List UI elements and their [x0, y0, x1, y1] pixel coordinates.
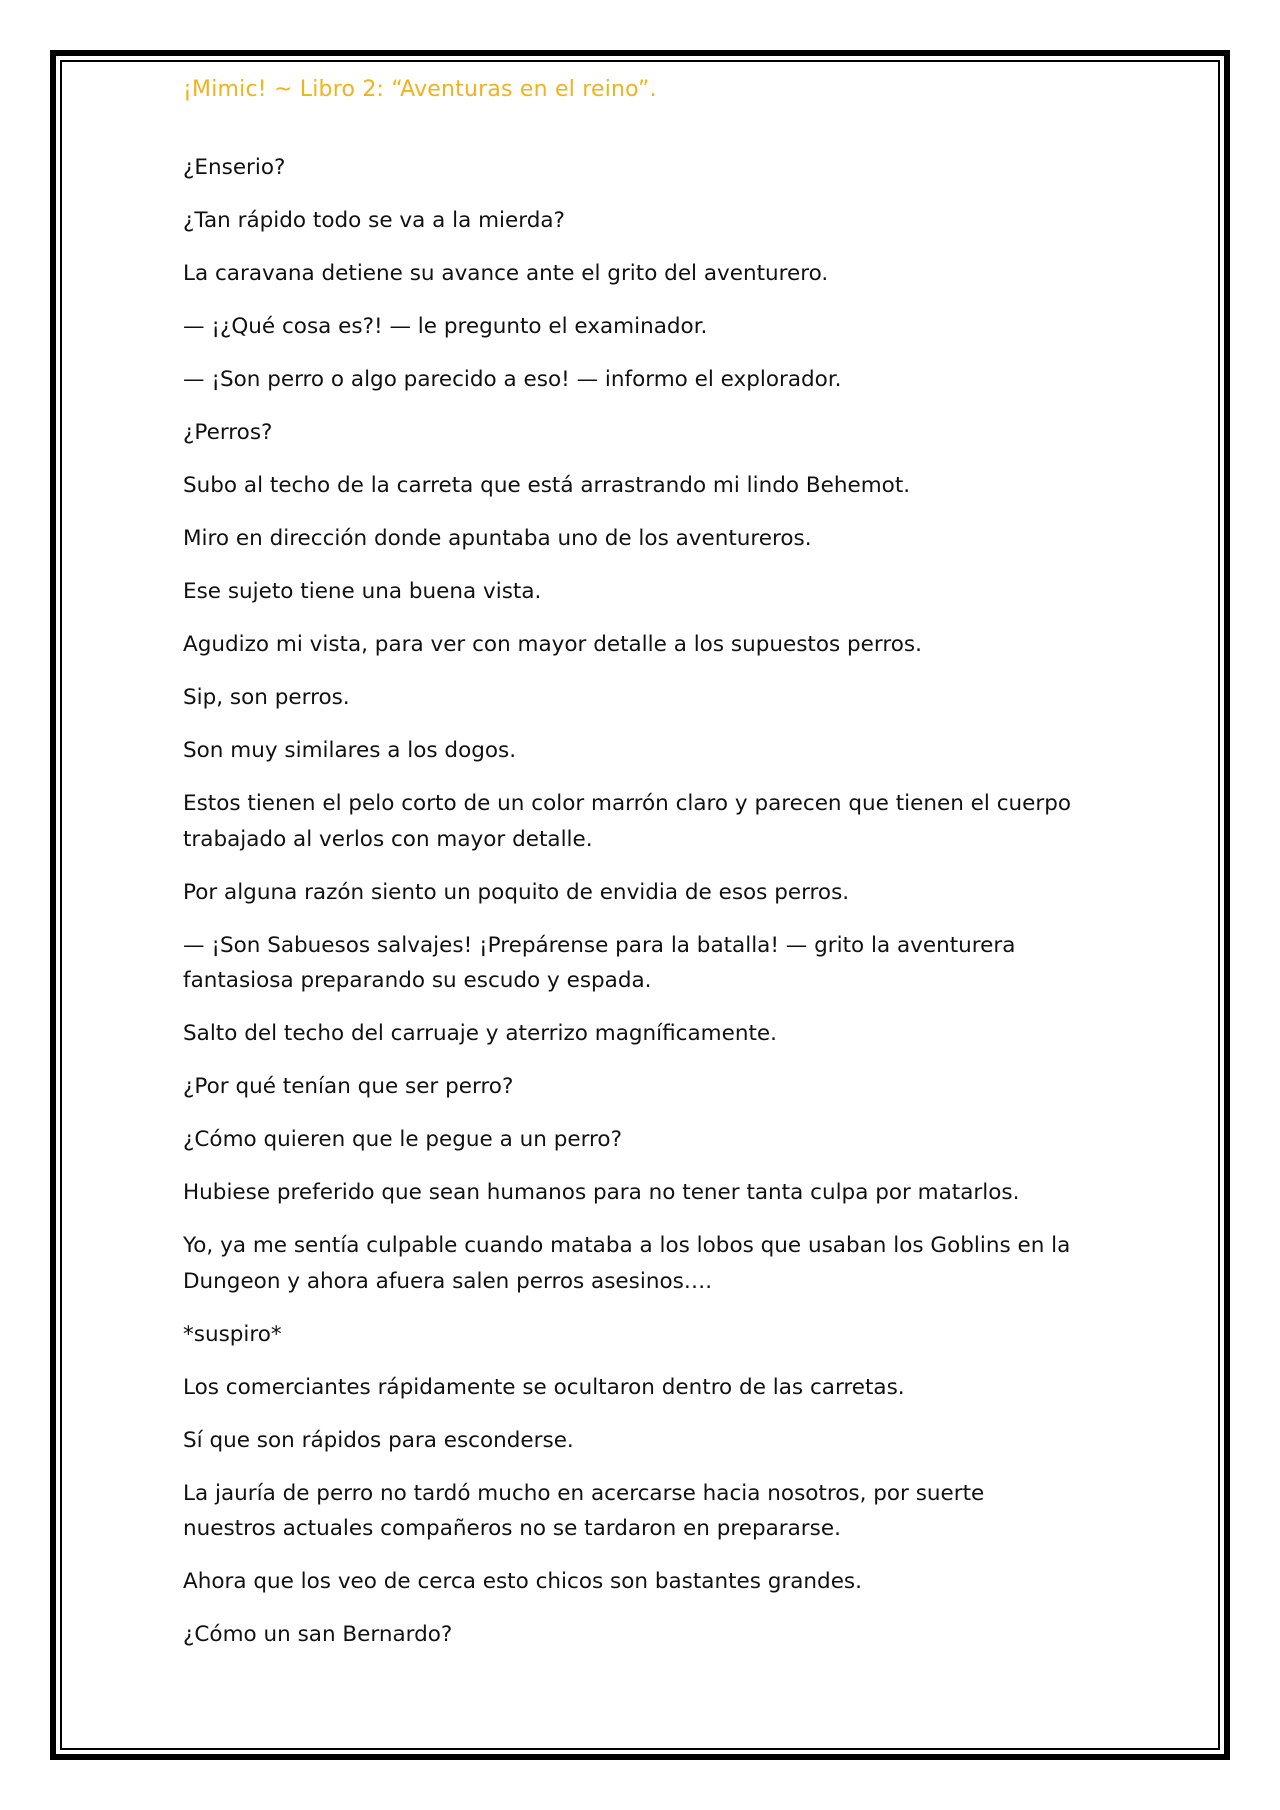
paragraph: Subo al techo de la carreta que está arrastrando mi lindo Behemot.: [183, 473, 911, 498]
paragraph: ¿Cómo quieren que le pegue a un perro?: [183, 1127, 622, 1152]
paragraph: *suspiro*: [183, 1321, 282, 1347]
paragraph: Los comerciantes rápidamente se ocultaron dentro de las carretas.: [183, 1374, 905, 1400]
paragraph: La caravana detiene su avance ante el grito del aventurero.: [183, 261, 829, 286]
paragraph: ¿Enserio?: [183, 155, 286, 180]
page-content: [183, 72, 1083, 1670]
paragraph: Sip, son perros.: [183, 685, 350, 710]
paragraph: La jauría de perro no tardó mucho en acercarse hacia nosotros, por suerte nuestros actuales compañeros no se tardaron en prepararse.: [183, 1480, 985, 1541]
paragraph: ¿Por qué tenían que ser perro?: [183, 1074, 514, 1099]
paragraph: ¿Cómo un san Bernardo?: [183, 1622, 453, 1647]
paragraph: ¿Perros?: [183, 420, 273, 445]
paragraph: Son muy similares a los dogos.: [183, 738, 517, 763]
paragraph: Miro en dirección donde apuntaba uno de los aventureros.: [183, 526, 812, 551]
paragraph: Sí que son rápidos para esconderse.: [183, 1427, 574, 1453]
book-header-title: ¡Mimic! ~ Libro 2: “Aventuras en el reino”.: [183, 77, 657, 102]
paragraph: Agudizo mi vista, para ver con mayor detalle a los supuestos perros.: [183, 632, 922, 657]
paragraph: Ahora que los veo de cerca esto chicos son bastantes grandes.: [183, 1569, 862, 1594]
paragraph: — ¡Son Sabuesos salvajes! ¡Prepárense para la batalla! — grito la aventurera fantasiosa preparando su escudo y espada.: [183, 932, 1016, 993]
paragraph: Yo, ya me sentía culpable cuando mataba a los lobos que usaban los Goblins en la Dungeon y ahora afuera salen perros asesinos….: [183, 1233, 1071, 1294]
paragraph: Ese sujeto tiene una buena vista.: [183, 579, 542, 604]
paragraph: — ¡¿Qué cosa es?! — le pregunto el examinador.: [183, 314, 708, 339]
paragraph: Hubiese preferido que sean humanos para no tener tanta culpa por matarlos.: [183, 1180, 1020, 1205]
paragraph: Salto del techo del carruaje y aterrizo magníficamente.: [183, 1021, 777, 1046]
paragraph: — ¡Son perro o algo parecido a eso! — informo el explorador.: [183, 367, 842, 392]
paragraph: ¿Tan rápido todo se va a la mierda?: [183, 208, 565, 233]
paragraph: Por alguna razón siento un poquito de envidia de esos perros.: [183, 879, 850, 905]
paragraph: Estos tienen el pelo corto de un color marrón claro y parecen que tienen el cuerpo trabajado al verlos con mayor detalle.: [183, 791, 1072, 852]
